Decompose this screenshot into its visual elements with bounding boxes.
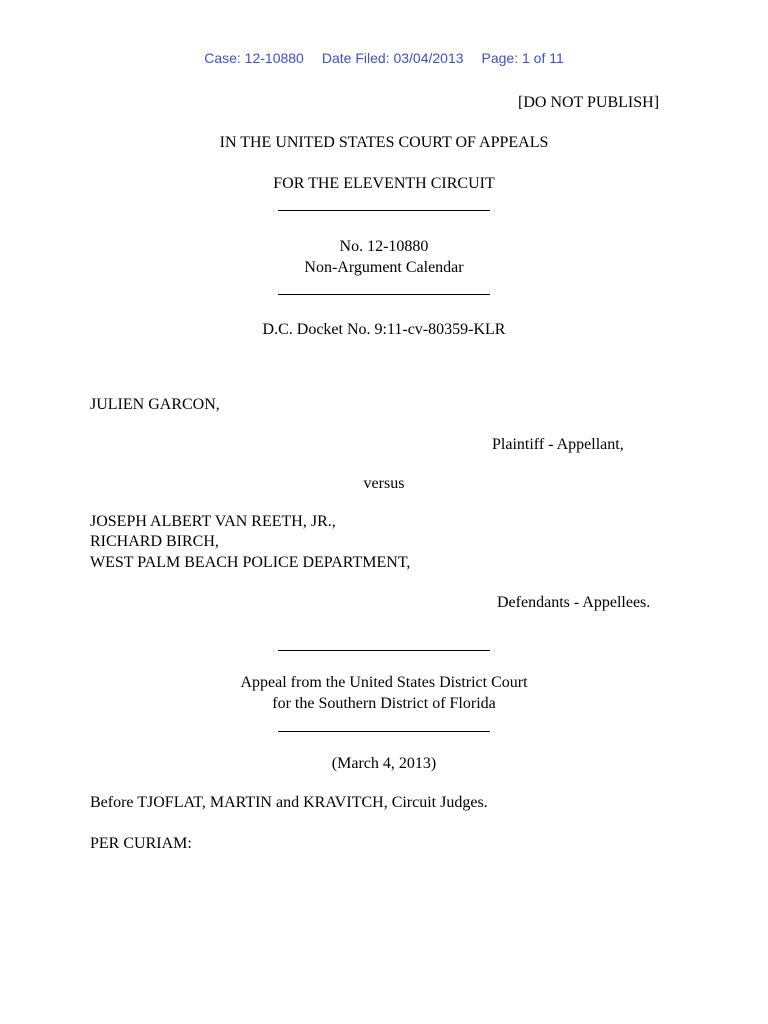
appeal-district: for the Southern District of Florida	[272, 695, 496, 712]
calendar-type: Non-Argument Calendar	[304, 259, 464, 276]
divider-2	[278, 294, 490, 295]
divider-3	[278, 650, 490, 651]
defendant-name: RICHARD BIRCH,	[90, 533, 219, 550]
decision-date: (March 4, 2013)	[331, 755, 437, 772]
docket-number: D.C. Docket No. 9:11-cv-80359-KLR	[262, 321, 506, 338]
defendants-role: Defendants - Appellees.	[497, 594, 651, 611]
per-curiam-label: PER CURIAM:	[90, 835, 192, 852]
case-number: No. 12-10880	[339, 238, 429, 255]
case-number-header: Case: 12-10880	[204, 50, 304, 66]
date-filed-header: Date Filed: 03/04/2013	[321, 50, 464, 66]
court-name: IN THE UNITED STATES COURT OF APPEALS	[219, 134, 549, 151]
appeal-court: Appeal from the United States District Court	[240, 674, 528, 691]
plaintiff-role: Plaintiff - Appellant,	[492, 436, 624, 453]
judges-panel: Before TJOFLAT, MARTIN and KRAVITCH, Circuit Judges.	[90, 794, 488, 811]
defendant-name: WEST PALM BEACH POLICE DEPARTMENT,	[90, 554, 411, 571]
publish-note: [DO NOT PUBLISH]	[518, 94, 660, 111]
defendant-name: JOSEPH ALBERT VAN REETH, JR.,	[90, 513, 336, 530]
divider-4	[278, 731, 490, 732]
circuit-name: FOR THE ELEVENTH CIRCUIT	[273, 175, 495, 192]
divider-1	[278, 210, 490, 211]
versus-label: versus	[363, 475, 405, 492]
page-count-header: Page: 1 of 11	[481, 50, 564, 66]
filing-header	[0, 50, 768, 66]
plaintiff-name: JULIEN GARCON,	[90, 396, 220, 413]
